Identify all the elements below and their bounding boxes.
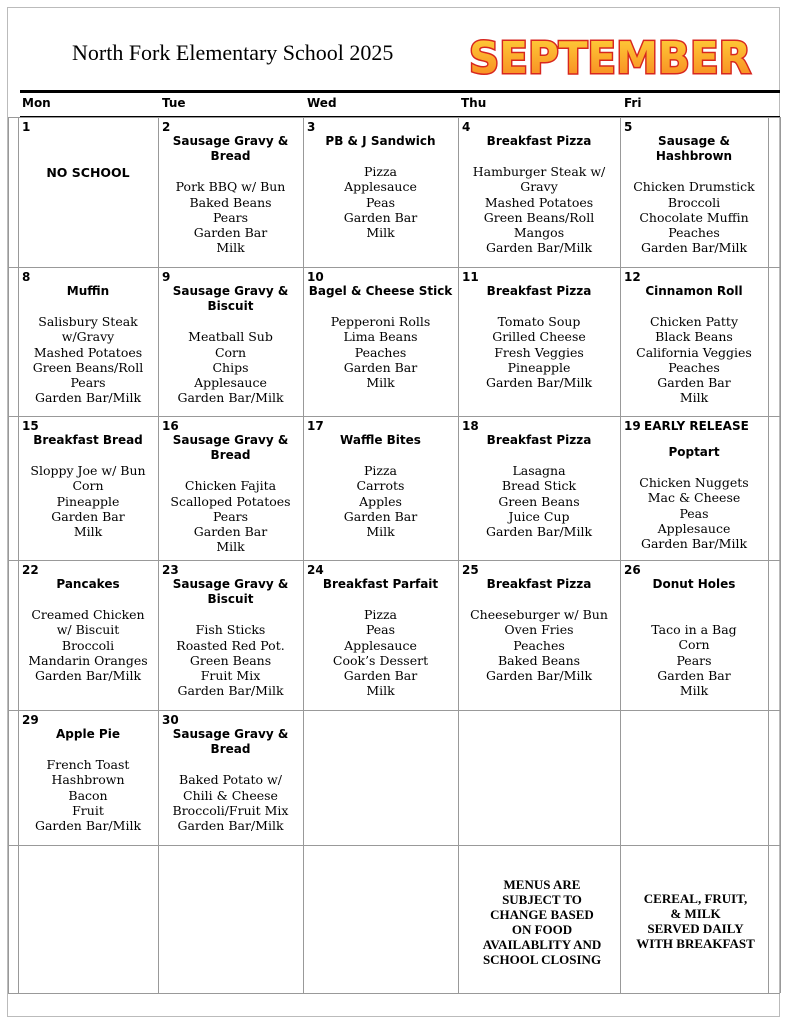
- lunch-item: Pepperoni Rolls: [330, 314, 431, 330]
- lunch-item: Pears: [676, 652, 712, 668]
- spacer: [624, 299, 764, 314]
- lunch-item: Peas: [365, 622, 396, 638]
- breakfast-item: Sausage Gravy & Biscuit: [172, 284, 289, 314]
- lunch-item: Garden Bar: [193, 225, 268, 241]
- spacer: [22, 448, 154, 463]
- lunch-item: Fish Sticks: [195, 622, 266, 638]
- spacer: [162, 757, 299, 772]
- lunch-item: Garden Bar: [343, 359, 418, 375]
- weekday-fri: Fri: [624, 96, 642, 110]
- breakfast-item: Sausage Gravy & Bread: [172, 134, 289, 164]
- lunch-item: Taco in a Bag: [651, 622, 737, 638]
- breakfast-item: Breakfast Parfait: [322, 577, 439, 591]
- day-cell-mon: [18, 560, 158, 710]
- day-cell-tue: [158, 710, 303, 845]
- day-number: 3: [307, 120, 316, 134]
- day-number: 30: [162, 713, 179, 727]
- lunch-item: Pizza: [363, 607, 398, 623]
- grid-vline: [8, 117, 9, 993]
- lunch-item: Fruit: [72, 802, 104, 818]
- breakfast-item: Cinnamon Roll: [645, 284, 743, 298]
- lunch-item: Pears: [212, 508, 249, 524]
- day-cell-wed: [303, 117, 458, 267]
- lunch-item: Peas: [365, 194, 396, 210]
- note-line: ON FOOD: [511, 922, 573, 937]
- lunch-item: Baked Beans: [497, 652, 581, 668]
- lunch-item: Garden Bar: [193, 524, 268, 540]
- day-number: 29: [22, 713, 39, 727]
- day-number: 4: [462, 120, 471, 134]
- lunch-item: Pork BBQ w/ Bun: [175, 179, 286, 195]
- lunch-item: Garden Bar/Milk: [177, 683, 284, 699]
- note-line: SCHOOL CLOSING: [482, 952, 602, 967]
- note-line: MENUS ARE: [503, 877, 581, 892]
- breakfast-item: Muffin: [66, 284, 110, 298]
- lunch-item: Milk: [216, 240, 245, 256]
- spacer: [22, 742, 154, 757]
- breakfast-item: Apple Pie: [56, 727, 120, 741]
- spacer: [307, 592, 454, 607]
- spacer: [462, 149, 616, 164]
- breakfast-item: Breakfast Pizza: [486, 134, 592, 148]
- grid-hline: [8, 845, 780, 846]
- lunch-item: Milk: [679, 683, 709, 699]
- lunch-item: Pizza: [363, 463, 398, 479]
- day-cell-fri: [620, 710, 768, 845]
- day-cell-fri: [620, 416, 768, 560]
- breakfast-item: Waffle Bites: [340, 433, 421, 447]
- day-number: 16: [162, 419, 179, 433]
- weekday-tue: Tue: [162, 96, 186, 110]
- lunch-item: Broccoli: [61, 637, 115, 653]
- lunch-item: Garden Bar/Milk: [640, 240, 748, 256]
- header-rule-top: [20, 90, 780, 93]
- lunch-item: Mandarin Oranges: [28, 652, 148, 668]
- lunch-item: Applesauce: [194, 375, 267, 391]
- lunch-item: Gravy: [520, 179, 558, 195]
- lunch-item: Pineapple: [56, 493, 120, 509]
- lunch-item: Chocolate Muffin: [639, 209, 749, 225]
- day-cell-fri: [620, 560, 768, 710]
- breakfast-item: PB & J Sandwich: [325, 134, 436, 148]
- grid-hline: [8, 993, 780, 994]
- day-cell-fri: [620, 117, 768, 267]
- spacer: [462, 592, 616, 607]
- weekday-thu: Thu: [461, 96, 487, 110]
- lunch-item: Baked Beans: [189, 194, 272, 210]
- lunch-item: Garden Bar: [657, 667, 731, 683]
- breakfast-item: Bagel & Cheese Stick: [308, 284, 453, 298]
- lunch-item: Creamed Chicken: [31, 607, 145, 623]
- day-cell-thu: [458, 416, 620, 560]
- lunch-item: Peas: [679, 505, 709, 521]
- note-line: & MILK: [670, 906, 721, 921]
- day-number: 9: [162, 270, 171, 284]
- lunch-item: Garden Bar: [343, 209, 418, 225]
- day-cell-wed: [303, 416, 458, 560]
- weekday-header: [0, 96, 791, 112]
- lunch-item: Applesauce: [344, 637, 417, 653]
- lunch-item: Peaches: [354, 344, 407, 360]
- lunch-item: Garden Bar/Milk: [485, 668, 593, 684]
- lunch-item: Roasted Red Pot.: [176, 637, 285, 653]
- day-number: 25: [462, 563, 479, 577]
- day-cell-mon: [18, 710, 158, 845]
- lunch-item: Scalloped Potatoes: [170, 493, 291, 509]
- lunch-item: Milk: [366, 375, 395, 391]
- lunch-item: Green Beans: [189, 652, 272, 668]
- lunch-item: Grilled Cheese: [492, 329, 586, 345]
- day-number: 22: [22, 563, 39, 577]
- day-number: 24: [307, 563, 324, 577]
- day-cell-mon: [18, 416, 158, 560]
- lunch-item: Baked Potato w/: [179, 772, 282, 788]
- day-number: 1: [22, 120, 31, 134]
- lunch-item: Juice Cup: [508, 508, 570, 524]
- lunch-item: Garden Bar/Milk: [485, 240, 593, 256]
- lunch-item: Black Beans: [655, 329, 733, 345]
- day-cell-tue: [158, 560, 303, 710]
- lunch-item: Broccoli/Fruit Mix: [172, 802, 289, 818]
- lunch-item: Milk: [679, 390, 709, 406]
- day-number: 2: [162, 120, 171, 134]
- lunch-item: Sloppy Joe w/ Bun: [30, 463, 146, 479]
- lunch-item: Bread Stick: [501, 478, 577, 494]
- lunch-item: California Veggies: [636, 344, 752, 360]
- day-number: 19: [624, 419, 641, 433]
- day-cell-tue: [158, 416, 303, 560]
- lunch-item: Broccoli: [667, 194, 721, 210]
- note-line: SUBJECT TO: [502, 892, 582, 907]
- lunch-item: Chips: [212, 359, 249, 375]
- lunch-item: Garden Bar/Milk: [485, 375, 593, 391]
- breakfast-item: Sausage Gravy & Bread: [172, 433, 289, 463]
- lunch-item: Chicken Fajita: [184, 478, 277, 494]
- lunch-item: Garden Bar: [657, 375, 731, 391]
- note-line: CEREAL, FRUIT,: [643, 891, 748, 906]
- lunch-item: Green Beans/Roll: [483, 209, 595, 225]
- lunch-item: Cheeseburger w/ Bun: [470, 607, 608, 623]
- lunch-item: Carrots: [356, 478, 405, 494]
- spacer: [462, 448, 616, 463]
- spacer: [307, 448, 454, 463]
- day-number: 18: [462, 419, 479, 433]
- lunch-item: Applesauce: [344, 179, 417, 195]
- weekday-mon: Mon: [22, 96, 51, 110]
- lunch-item: Pears: [212, 209, 249, 225]
- lunch-item: Corn: [678, 637, 710, 653]
- day-cell-tue: [158, 267, 303, 416]
- lunch-item: French Toast: [46, 757, 130, 773]
- lunch-item: Pineapple: [507, 359, 571, 375]
- spacer: [624, 592, 764, 607]
- day-number: 8: [22, 270, 31, 284]
- cereal-note: [623, 891, 768, 951]
- lunch-item: Milk: [366, 225, 395, 241]
- lunch-item: Meatball Sub: [188, 329, 273, 345]
- lunch-item: Oven Fries: [504, 622, 574, 638]
- lunch-item: Fruit Mix: [200, 668, 261, 684]
- lunch-item: Apples: [359, 493, 402, 509]
- lunch-item: Mac & Cheese: [647, 490, 741, 506]
- breakfast-item: Breakfast Pizza: [486, 433, 592, 447]
- day-number: 23: [162, 563, 179, 577]
- lunch-item: Garden Bar: [51, 508, 125, 524]
- lunch-item: Chicken Patty: [649, 314, 739, 330]
- spacer: [162, 164, 299, 179]
- month-banner: [465, 26, 755, 84]
- lunch-item: Garden Bar/Milk: [177, 818, 284, 834]
- breakfast-item: Breakfast Bread: [33, 433, 143, 447]
- spacer: [22, 299, 154, 314]
- lunch-item: Milk: [73, 524, 103, 540]
- lunch-item: Chicken Drumstick: [633, 179, 755, 195]
- weekday-wed: Wed: [307, 96, 337, 110]
- lunch-item: Peaches: [668, 359, 720, 375]
- lunch-item: w/ Biscuit: [56, 622, 120, 638]
- breakfast-item: Sausage Gravy & Biscuit: [172, 577, 289, 607]
- day-number: 10: [307, 270, 324, 284]
- spacer: [162, 314, 299, 329]
- spacer: [307, 299, 454, 314]
- note-line: WITH BREAKFAST: [636, 936, 755, 951]
- lunch-item: Corn: [72, 478, 104, 494]
- lunch-item: Mashed Potatoes: [484, 194, 594, 210]
- note-line: CHANGE BASED: [490, 907, 594, 922]
- spacer: [162, 607, 299, 622]
- breakfast-item: Pancakes: [56, 577, 120, 591]
- day-cell-thu: [458, 560, 620, 710]
- lunch-item: Garden Bar/Milk: [485, 524, 593, 540]
- day-cell-thu: [458, 267, 620, 416]
- lunch-item: Peaches: [668, 225, 720, 241]
- lunch-item: Bacon: [68, 787, 108, 803]
- breakfast-item: Breakfast Pizza: [486, 577, 592, 591]
- lunch-item: Green Beans/Roll: [32, 359, 144, 375]
- day-cell-wed: [303, 710, 458, 845]
- lunch-item: Hamburger Steak w/: [472, 164, 606, 180]
- lunch-item: Pizza: [363, 164, 398, 180]
- spacer: [462, 299, 616, 314]
- early-release-label: EARLY RELEASE: [644, 419, 749, 433]
- lunch-item: Fresh Veggies: [494, 344, 584, 360]
- lunch-item: NO SCHOOL: [46, 165, 130, 180]
- lunch-item: Lima Beans: [343, 329, 418, 345]
- breakfast-item: Sausage Gravy & Bread: [172, 727, 289, 757]
- lunch-item: Milk: [366, 683, 395, 699]
- lunch-item: Applesauce: [657, 520, 731, 536]
- lunch-item: Milk: [366, 524, 395, 540]
- note-line: AVAILABLITY AND: [482, 937, 602, 952]
- lunch-item: Garden Bar/Milk: [640, 536, 748, 552]
- lunch-item: Garden Bar/Milk: [177, 390, 284, 406]
- lunch-item: Tomato Soup: [497, 314, 581, 330]
- month-title: SEPTEMBER: [469, 33, 751, 84]
- lunch-item: Hashbrown: [51, 772, 125, 788]
- note-line: SERVED DAILY: [647, 921, 744, 936]
- lunch-item: Green Beans: [498, 493, 580, 509]
- lunch-item: [624, 607, 764, 622]
- day-cell-thu: [458, 710, 620, 845]
- day-number: 15: [22, 419, 39, 433]
- grid-vline: [780, 117, 781, 993]
- breakfast-item: Sausage & Hashbrown: [655, 134, 733, 164]
- day-cell-mon: [18, 117, 158, 267]
- day-cell-wed: [303, 560, 458, 710]
- day-number: 17: [307, 419, 324, 433]
- day-cell-thu: [458, 117, 620, 267]
- lunch-item: Mangos: [513, 225, 565, 241]
- spacer: [307, 149, 454, 164]
- lunch-item: Garden Bar/Milk: [34, 390, 142, 406]
- lunch-item: Chicken Nuggets: [639, 475, 749, 491]
- lunch-item: Chili & Cheese: [183, 787, 278, 803]
- breakfast-item: Poptart: [668, 445, 720, 459]
- day-number: 12: [624, 270, 641, 284]
- day-number: 5: [624, 120, 633, 134]
- spacer: [22, 592, 154, 607]
- lunch-item: Pears: [70, 375, 106, 391]
- school-title: North Fork Elementary School 2025: [72, 40, 394, 65]
- lunch-item: Salisbury Steak: [38, 314, 138, 330]
- breakfast-item: Breakfast Pizza: [486, 284, 592, 298]
- lunch-item: Garden Bar: [343, 668, 418, 684]
- grid-vline: [768, 117, 769, 993]
- lunch-item: w/Gravy: [61, 329, 115, 345]
- menu-change-note: [467, 877, 617, 967]
- lunch-item: Garden Bar/Milk: [34, 818, 142, 834]
- day-cell-fri: [620, 267, 768, 416]
- lunch-item: Corn: [214, 344, 247, 360]
- day-cell-mon: [18, 267, 158, 416]
- lunch-item: Garden Bar: [343, 508, 418, 524]
- lunch-item: Lasagna: [512, 463, 566, 479]
- lunch-item: Peaches: [513, 637, 565, 653]
- spacer: [162, 463, 299, 478]
- calendar-grid: [8, 117, 780, 993]
- day-number: 26: [624, 563, 641, 577]
- day-cell-wed: [303, 267, 458, 416]
- spacer: [22, 120, 154, 165]
- lunch-item: Mashed Potatoes: [33, 344, 143, 360]
- breakfast-item: Donut Holes: [652, 577, 736, 591]
- day-cell-tue: [158, 117, 303, 267]
- spacer: [624, 460, 764, 475]
- lunch-item: Cook’s Dessert: [332, 652, 429, 668]
- lunch-item: Garden Bar/Milk: [34, 668, 142, 684]
- lunch-item: Milk: [216, 539, 245, 555]
- spacer: [624, 164, 764, 179]
- day-number: 11: [462, 270, 479, 284]
